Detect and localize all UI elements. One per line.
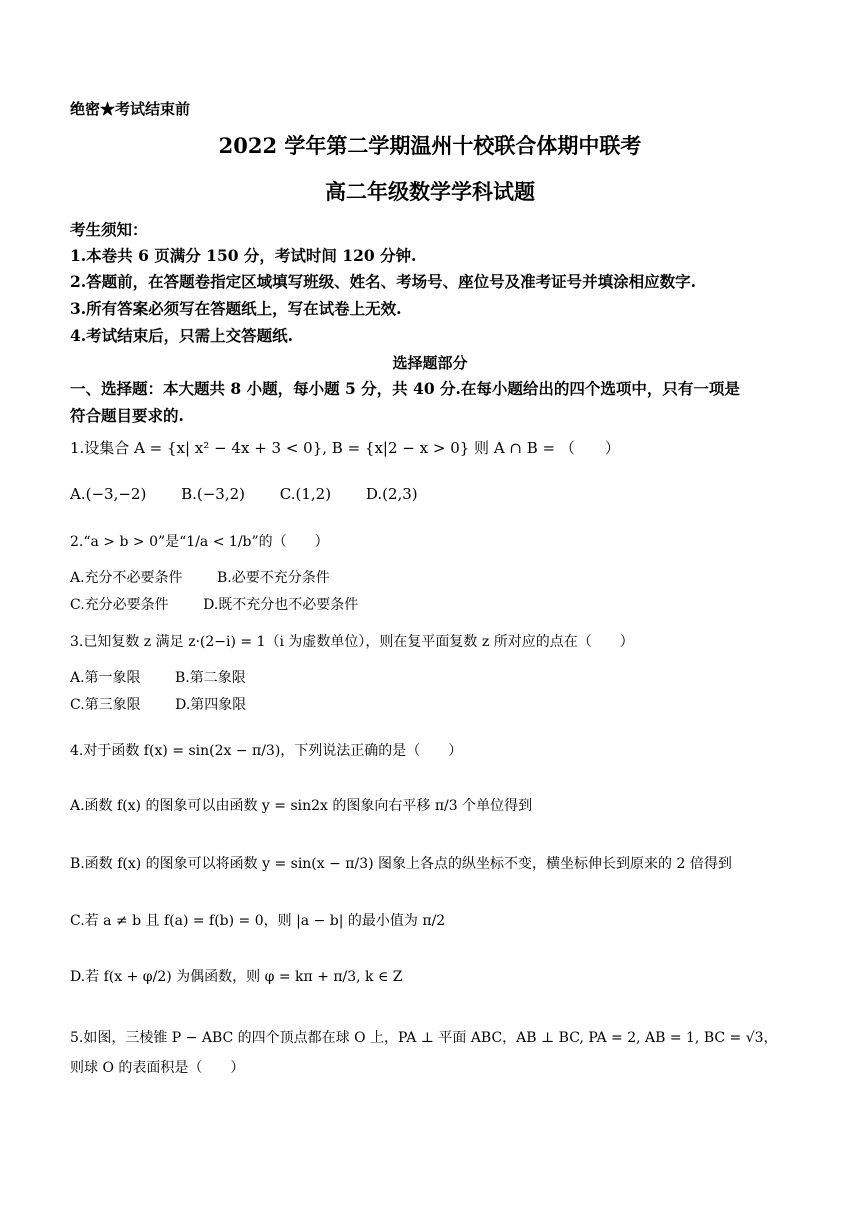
notice-heading: 考生须知：	[70, 220, 148, 239]
question-1-option-a: A.(−3,−2)	[70, 485, 147, 503]
question-1-option-d: D.(2,3)	[365, 485, 418, 503]
notice-item-1: 1.本卷共 6 页满分 150 分，考试时间 120 分钟.	[70, 246, 417, 265]
question-1-option-c: C.(1,2)	[279, 485, 332, 503]
confidential-mark: 绝密★考试结束前	[70, 100, 191, 118]
question-3-option-c: C.第三象限	[70, 697, 141, 713]
exam-subtitle: 高二年级数学学科试题	[325, 179, 535, 204]
section-instructions-line1: 一、选择题：本大题共 8 小题，每小题 5 分，共 40 分.在每小题给出的四个选项中，只有一项是	[70, 379, 740, 398]
section-title: 选择题部分	[392, 354, 468, 372]
exam-title: 2022 学年第二学期温州十校联合体期中联考	[218, 133, 642, 158]
question-3-options-row2	[70, 694, 246, 714]
question-2-option-d: D.既不充分也不必要条件	[203, 597, 359, 613]
question-2-option-a: A.充分不必要条件	[70, 570, 183, 586]
question-3-options-row1	[70, 667, 246, 687]
question-1-option-b: B.(−3,2)	[181, 485, 245, 503]
notice-item-2: 2.答题前，在答题卷指定区域填写班级、姓名、考场号、座位号及准考证号并填涂相应数字.	[70, 272, 697, 291]
question-1-options	[70, 485, 448, 503]
notice-item-4: 4.考试结束后，只需上交答题纸.	[70, 326, 294, 345]
question-3-option-b: B.第二象限	[175, 670, 246, 686]
question-3-stem: 3.已知复数 z 满足 z·(2−i) = 1（i 为虚数单位），则在复平面复数 z 所对应的点在（ ）	[70, 634, 634, 650]
question-4-option-b: B.函数 f(x) 的图象可以将函数 y = sin(x − π/3) 图象上各点的纵坐标不变，横坐标伸长到原来的 2 倍得到	[70, 856, 732, 872]
section-instructions-line2: 符合题目要求的.	[70, 406, 184, 425]
question-2-option-c: C.充分必要条件	[70, 597, 169, 613]
question-5-stem-line2: 则球 O 的表面积是（ ）	[70, 1060, 245, 1076]
question-2-option-b: B.必要不充分条件	[217, 570, 330, 586]
question-2-options-row1	[70, 567, 330, 587]
question-4-option-d: D.若 f(x + φ/2) 为偶函数，则 φ = kπ + π/3, k ∈ Z	[70, 969, 403, 985]
question-4-stem: 4.对于函数 f(x) = sin(2x − π/3)，下列说法正确的是（ ）	[70, 743, 463, 759]
notice-item-3: 3.所有答案必须写在答题纸上，写在试卷上无效.	[70, 299, 402, 318]
question-3-option-d: D.第四象限	[175, 697, 247, 713]
question-3-option-a: A.第一象限	[70, 670, 141, 686]
question-1-stem: 1.设集合 A = {x| x² − 4x + 3 < 0}, B = {x|2 − x > 0} 则 A ∩ B = （ ）	[70, 439, 620, 457]
question-4-option-a: A.函数 f(x) 的图象可以由函数 y = sin2x 的图象向右平移 π/3 个单位得到	[70, 798, 533, 814]
question-5-stem: 5.如图，三棱锥 P − ABC 的四个顶点都在球 O 上，PA ⊥ 平面 ABC，AB ⊥ BC, PA = 2, AB = 1, BC = √3，	[70, 1030, 778, 1046]
question-2-options-row2	[70, 594, 358, 614]
question-4-option-c: C.若 a ≠ b 且 f(a) = f(b) = 0，则 |a − b| 的最小值为 π/2	[70, 913, 446, 929]
question-2-stem: 2.“a > b > 0”是“1/a < 1/b”的（ ）	[70, 534, 329, 550]
